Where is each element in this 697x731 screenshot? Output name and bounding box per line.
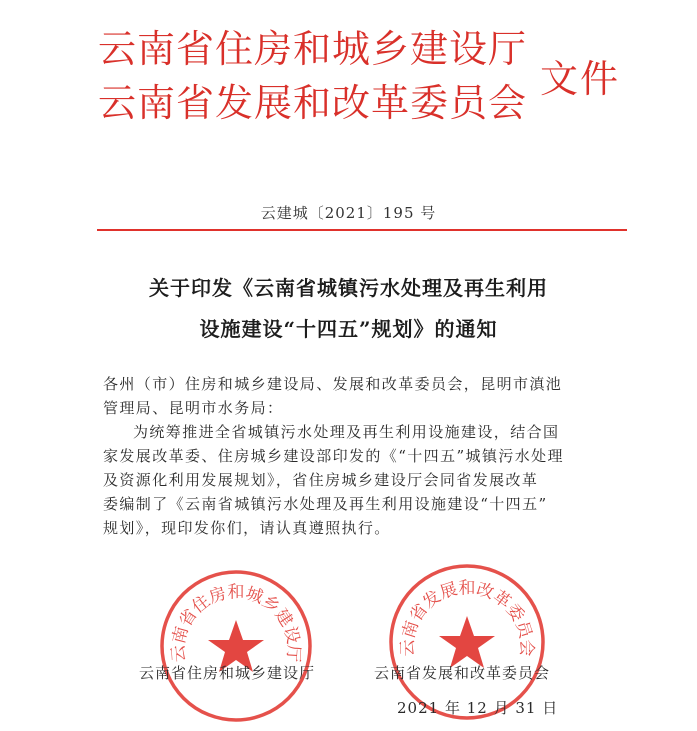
issue-date: 2021 年 12 月 31 日	[397, 699, 559, 717]
notice-title-line2: 设施建设“十四五”规划》的通知	[199, 317, 498, 341]
signature-development-commission: 云南省发展和改革委员会	[374, 664, 551, 682]
body-line: 家发展改革委、住房城乡建设部印发的《“十四五”城镇污水处理	[103, 447, 564, 465]
seal-right-text: 云南省发展和改革委员会	[397, 578, 537, 657]
notice-title-line1: 关于印发《云南省城镇污水处理及再生利用	[149, 276, 548, 300]
body-line: 及资源化利用发展规划》，省住房城乡建设厅会同省发展改革	[103, 471, 539, 489]
issuer-line-development: 云南省发展和改革委员会	[98, 81, 528, 125]
document-label: 文件	[540, 57, 621, 101]
seal-left-text: 云南省住房和城乡建设厅	[168, 582, 304, 663]
document-number: 云建城〔2021〕195 号	[260, 204, 437, 222]
seal-star-icon	[439, 616, 495, 668]
body-line: 委编制了《云南省城镇污水处理及再生利用设施建设“十四五”	[103, 495, 548, 513]
housing-department-seal	[158, 568, 314, 724]
addressee-line1: 各州（市）住房和城乡建设局、发展和改革委员会，昆明市滇池	[103, 375, 563, 393]
body-line: 为统筹推进全省城镇污水处理及再生利用设施建设，结合国	[133, 423, 560, 441]
addressee-line2: 管理局、昆明市水务局：	[103, 399, 284, 417]
red-divider	[97, 229, 627, 231]
body-line: 规划》，现印发你们，请认真遵照执行。	[103, 519, 391, 537]
signature-housing-department: 云南省住房和城乡建设厅	[139, 664, 316, 682]
issuer-line-housing: 云南省住房和城乡建设厅	[98, 27, 528, 71]
